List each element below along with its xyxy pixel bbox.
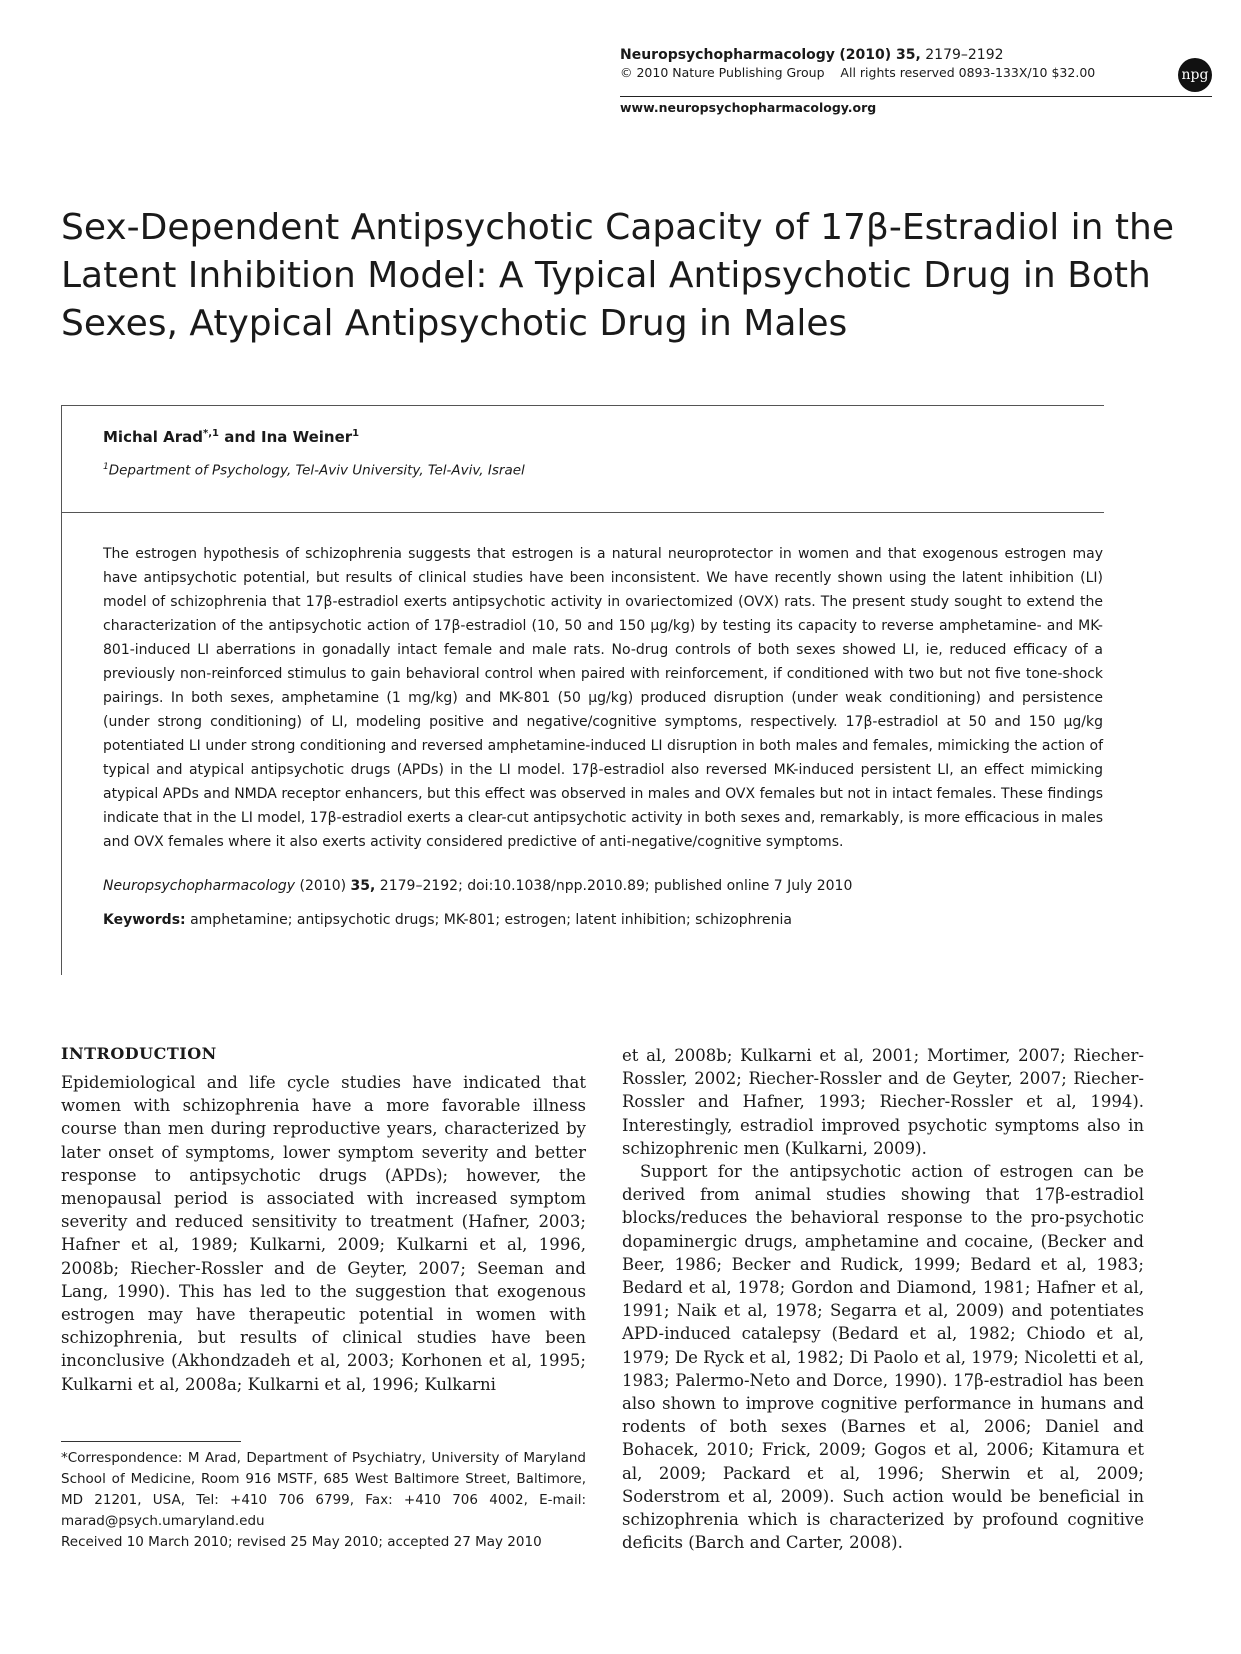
received-dates: Received 10 March 2010; revised 25 May 2010; accepted 27 May 2010 xyxy=(61,1534,542,1550)
body-left-column xyxy=(61,1044,586,1396)
author-affiliation-marker: *,1 xyxy=(203,428,219,439)
keywords-list: amphetamine; antipsychotic drugs; MK-801; estrogen; latent inhibition; schizophrenia xyxy=(190,912,792,928)
citation-volume: 35, xyxy=(350,878,376,894)
citation-details: 2179–2192; doi:10.1038/npp.2010.89; published online 7 July 2010 xyxy=(375,878,853,894)
journal-pages: 2179–2192 xyxy=(925,47,1004,63)
journal-citation-line xyxy=(620,46,1210,64)
journal-header xyxy=(620,46,1210,82)
author-separator: and xyxy=(219,428,261,446)
citation-journal: Neuropsychopharmacology xyxy=(103,878,296,894)
affiliation xyxy=(103,462,525,479)
journal-year-volume: (2010) 35, xyxy=(839,47,921,63)
article-title: Sex-Dependent Antipsychotic Capacity of 17β-Estradiol in the Latent Inhibition Model: A Typical Antipsychotic Drug in Both Sexes, Atypical Antipsychotic Drug in Males xyxy=(61,207,1175,344)
body-paragraph: et al, 2008b; Kulkarni et al, 2001; Mortimer, 2007; Riecher-Rossler, 2002; Riecher-Rossler and de Geyter, 2007; Riecher-Rossler and Hafner, 1993; Riecher-Rossler et al, 1994). Interestingly, estradiol improved psychotic symptoms also in schizophrenic men (Kulkarni, 2009). xyxy=(622,1046,1144,1158)
abstract xyxy=(103,542,1103,854)
citation-line xyxy=(103,878,852,894)
correspondence-note: *Correspondence: M Arad, Department of Psychiatry, University of Maryland School of Medicine, Room 916 MSTF, 685 West Baltimore Street, Baltimore, MD 21201, USA, Tel: +410 706 6799, Fax: +410 706 4002, E-mail: marad@psych.umaryland.edu xyxy=(61,1450,586,1529)
affiliation-text: Department of Psychology, Tel-Aviv University, Tel-Aviv, Israel xyxy=(108,462,525,479)
keywords xyxy=(103,912,792,928)
npg-logo-icon: npg xyxy=(1178,58,1212,92)
author-box-left-rule xyxy=(61,405,62,975)
keywords-label: Keywords: xyxy=(103,912,186,928)
affiliation-marker: 1 xyxy=(103,462,109,472)
author-box-top-rule xyxy=(61,405,1104,406)
body-paragraph: Support for the antipsychotic action of estrogen can be derived from animal studies showing that 17β-estradiol blocks/reduces the behavioral response to the pro-psychotic dopaminergic drugs, amphetamine and cocaine, (Becker and Beer, 1986; Becker and Rudick, 1999; Bedard et al, 1983; Bedard et al, 1978; Gordon and Diamond, 1981; Hafner et al, 1991; Naik et al, 1978; Segarra et al, 2009) and potentiates APD-induced catalepsy (Bedard et al, 1982; Chiodo et al, 1979; De Ryck et al, 1982; Di Paolo et al, 1979; Nicoletti et al, 1983; Palermo-Neto and Dorce, 1990). 17β-estradiol has been also shown to improve cognitive performance in humans and rodents of both sexes (Barnes et al, 2006; Daniel and Bohacek, 2010; Frick, 2009; Gogos et al, 2006; Kitamura et al, 2009; Packard et al, 1996; Sherwin et al, 2009; Soderstrom et al, 2009). Such action would be beneficial in schizophrenia which is characterized by profound cognitive deficits (Barch and Carter, 2008). xyxy=(622,1162,1144,1553)
body-paragraph: Epidemiological and life cycle studies have indicated that women with schizophrenia have a more favorable illness course than men during reproductive years, characterized by later onset of symptoms, lower symptom severity and better response to antipsychotic drugs (APDs); however, the menopausal period is associated with increased symptom severity and reduced sensitivity to treatment (Hafner, 2003; Hafner et al, 1989; Kulkarni, 2009; Kulkarni et al, 1996, 2008b; Riecher-Rossler and de Geyter, 2007; Seeman and Lang, 1990). This has led to the suggestion that exogenous estrogen may have therapeutic potential in women with schizophrenia, but results of clinical studies have been inconclusive (Akhondzadeh et al, 2003; Korhonen et al, 1995; Kulkarni et al, 2008a; Kulkarni et al, 1996; Kulkarni xyxy=(61,1073,586,1394)
header-divider xyxy=(620,96,1212,97)
body-right-column xyxy=(622,1044,1144,1554)
citation-year: (2010) xyxy=(295,878,351,894)
abstract-text: The estrogen hypothesis of schizophrenia suggests that estrogen is a natural neuroprotector in women and that exogenous estrogen may have antipsychotic potential, but results of clinical studies have been inconsistent. We have recently shown using the latent inhibition (LI) model of schizophrenia that 17β-estradiol exerts antipsychotic activity in ovariectomized (OVX) rats. The present study sought to extend the characterization of the antipsychotic action of 17β-estradiol (10, 50 and 150 μg/kg) by testing its capacity to reverse amphetamine- and MK-801-induced LI aberrations in gonadally intact female and male rats. No-drug controls of both sexes showed LI, ie, reduced efficacy of a previously non-reinforced stimulus to gain behavioral control when paired with reinforcement, if conditioned with two but not five tone-shock pairings. In both sexes, amphetamine (1 mg/kg) and MK-801 (50 μg/kg) produced disruption (under weak conditioning) and persistence (under strong conditioning) of LI, modeling positive and negative/cognitive symptoms, respectively. 17β-estradiol at 50 and 150 μg/kg potentiated LI under strong conditioning and reversed amphetamine-induced LI disruption in both males and females, mimicking the action of typical and atypical antipsychotic drugs (APDs) in the LI model. 17β-estradiol also reversed MK-induced persistent LI, an effect mimicking atypical APDs and NMDA receptor enhancers, but this effect was observed in males and OVX females but not in intact females. These findings indicate that in the LI model, 17β-estradiol exerts a clear-cut antipsychotic activity in both sexes and, remarkably, is more efficacious in males and OVX females where it also exerts activity considered predictive of anti-negative/cognitive symptoms. xyxy=(103,546,1103,850)
footnote xyxy=(61,1448,586,1553)
journal-name: Neuropsychopharmacology xyxy=(620,47,835,63)
copyright-line: © 2010 Nature Publishing Group All rights reserved 0893-133X/10 $32.00 xyxy=(620,65,1096,80)
section-heading: INTRODUCTION xyxy=(61,1044,217,1063)
author-name: Ina Weiner xyxy=(260,428,353,446)
author-list xyxy=(103,428,359,446)
author-box-middle-rule xyxy=(61,512,1104,513)
author-name: Michal Arad xyxy=(103,428,203,446)
footnote-divider xyxy=(61,1441,241,1442)
journal-url-link[interactable]: www.neuropsychopharmacology.org xyxy=(620,100,877,115)
author-affiliation-marker: 1 xyxy=(352,428,360,439)
